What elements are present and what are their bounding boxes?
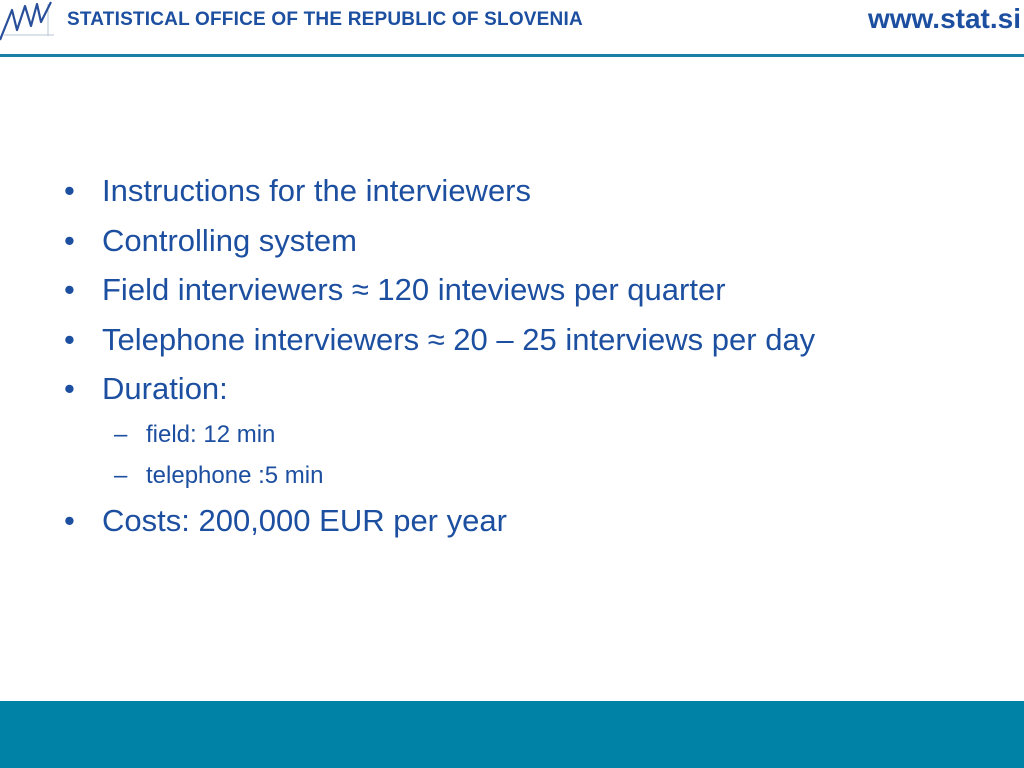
dash-marker: – [114, 420, 128, 448]
footer-band [0, 701, 1024, 768]
bullet-marker: • [64, 272, 75, 307]
slide-bullet-list [58, 166, 998, 545]
sors-logo-icon [0, 0, 56, 44]
bullet-text: Telephone interviewers ≈ 20 – 25 interviews per day [102, 321, 816, 357]
bullet-item [58, 496, 998, 546]
website-url[interactable]: www.stat.si [867, 3, 1021, 34]
bullet-text: Controlling system [102, 222, 357, 258]
bullet-item [58, 166, 998, 216]
sub-bullet-text: field: 12 min [146, 420, 276, 448]
bullet-item [58, 265, 998, 315]
dash-marker: – [114, 461, 128, 489]
bullet-item [58, 216, 998, 266]
bullet-text: Instructions for the interviewers [102, 173, 532, 208]
sub-bullet-item [58, 414, 998, 455]
bullet-item [58, 364, 998, 414]
bullet-marker: • [64, 371, 75, 406]
organization-name: STATISTICAL OFFICE OF THE REPUBLIC OF SLOVENIA [67, 9, 583, 30]
header-divider [0, 54, 1024, 57]
bullet-item [58, 315, 998, 365]
bullet-marker: • [64, 321, 75, 357]
bullet-marker: • [64, 222, 75, 258]
sub-bullet-text: telephone :5 min [146, 461, 324, 489]
bullet-text: Field interviewers ≈ 120 inteviews per quarter [102, 272, 726, 307]
bullet-marker: • [64, 173, 75, 208]
bullet-text: Costs: 200,000 EUR per year [102, 502, 507, 538]
bullet-marker: • [64, 502, 75, 538]
bullet-text: Duration: [102, 371, 228, 406]
sub-bullet-item [58, 455, 998, 496]
